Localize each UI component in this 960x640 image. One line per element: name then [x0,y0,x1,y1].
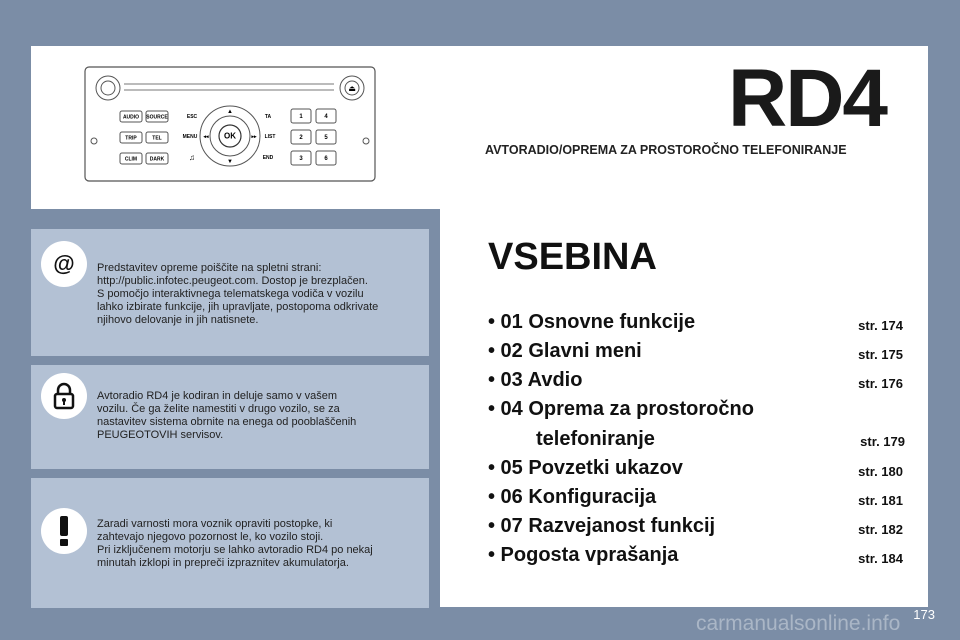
radio-btn-trip: TRIP [125,135,137,142]
radio-btn-tel: TEL [152,135,162,142]
radio-esc: ESC [186,114,198,120]
toc-page: str. 184 [858,551,903,566]
info-text-web: Predstavitev opreme poiščite na spletni strani: http://public.infotec.peugeot.com. Dostop je brezplačen. S pomočjo interaktivnega telematskega vodiča v vozilu lahko izbirate funkcije, jih upravljate, postopoma odkrivate njihovo delovanje in jih natisnete. [97,262,379,326]
info-text-code: Avtoradio RD4 je kodiran in deluje samo v vašem vozilu. Če ga želite namestiti v drugo vozilo, se za nastavitev sistema obrnite na enega od pooblaščenih PEUGEOTOVIH servisov. [97,390,357,441]
svg-text:▼: ▼ [227,159,233,165]
svg-text:▲: ▲ [227,109,233,115]
info-box-web [31,229,429,356]
toc-page: str. 176 [858,376,903,391]
preset-6: 6 [324,156,328,162]
toc-page: str. 181 [858,493,903,508]
radio-end: END [262,155,274,161]
info-text-warning: Zaradi varnosti mora voznik opraviti postopke, ki zahtevajo njegovo pozornost le, ko vozilo stoji. Pri izključenem motorju se lahko avtoradio RD4 po nekaj minutah izklopi in prepreči izpraznitev akumulatorja. [97,518,373,569]
toc-page: str. 174 [858,318,903,333]
svg-text:♫: ♫ [189,153,195,162]
toc-item[interactable]: • Pogosta vprašanja [488,544,679,566]
svg-text:⏏: ⏏ [348,84,356,93]
radio-list: LIST [264,134,276,140]
info-box-code [31,365,429,469]
toc-item[interactable]: • 01 Osnovne funkcije [488,311,696,333]
info-box-warning [31,478,429,608]
toc-item[interactable]: • 03 Avdio [488,369,583,391]
radio-btn-source: SOURCE [146,114,168,121]
lock-icon [41,373,87,419]
toc-item[interactable]: • 04 Oprema za prostoročno [488,398,754,420]
page-subtitle: AVTORADIO/OPREMA ZA PROSTOROČNO TELEFONIRANJE [485,143,847,157]
radio-menu: MENU [182,134,198,140]
preset-5: 5 [324,135,328,141]
radio-ta: TA [264,114,272,120]
toc-heading: VSEBINA [488,236,657,278]
page-number: 173 [913,607,935,622]
radio-ok: OK [224,131,236,141]
preset-3: 3 [299,156,303,162]
toc-item-continued[interactable]: telefoniranje [536,428,655,450]
toc-item[interactable]: • 06 Konfiguracija [488,486,657,508]
toc-page: str. 180 [858,464,903,479]
toc-page: str. 175 [858,347,903,362]
radio-btn-clim: CLIM [124,156,138,163]
preset-4: 4 [324,114,328,120]
svg-text:▸▸: ▸▸ [251,134,257,140]
page-title: RD4 [728,53,887,144]
toc-item[interactable]: • 07 Razvejanost funkcij [488,515,716,537]
toc-item[interactable]: • 02 Glavni meni [488,340,642,362]
at-icon [41,241,87,287]
preset-1: 1 [299,114,303,120]
toc-item[interactable]: • 05 Povzetki ukazov [488,457,683,479]
radio-btn-audio: AUDIO [122,114,140,121]
watermark: carmanualsonline.info [696,612,901,635]
svg-text:◂◂: ◂◂ [203,134,209,140]
warning-icon [41,508,87,554]
toc-page: str. 179 [860,434,905,449]
preset-2: 2 [299,135,303,141]
svg-text:@: @ [53,251,75,276]
radio-btn-dark: DARK [149,156,165,163]
radio-illustration [84,66,376,182]
toc-page: str. 182 [858,522,903,537]
